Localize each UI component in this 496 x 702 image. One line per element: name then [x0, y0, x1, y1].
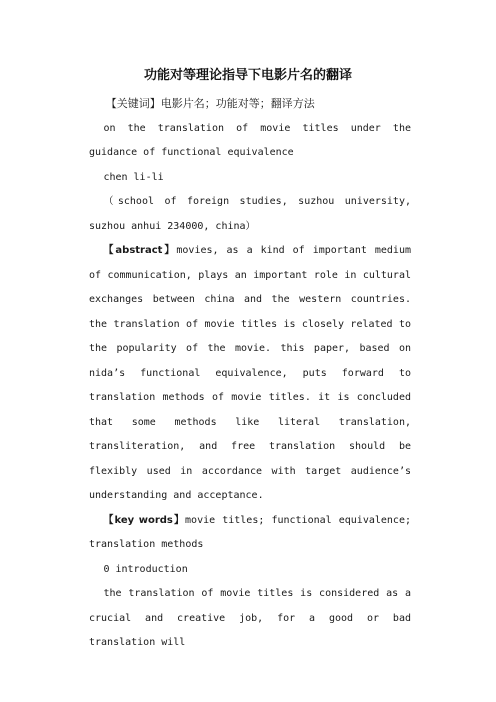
keywords-cn-text: 电影片名；功能对等；翻译方法	[160, 97, 315, 110]
keywords-en-label: 【key words】	[103, 514, 186, 526]
keywords-cn-label: 【关键词】	[105, 97, 161, 110]
abstract-text: movies, as a kind of important medium of communication, plays an important role in cultural exchanges between china and the western countries. the translation of movie titles is closely related to the popularity of the movie. this paper, based on nida’s functional equivalence, puts forward to translation methods of movie titles. it is concluded that some methods like literal translation, transliteration, and free translation should be flexibly used in accordance with target audience’s understanding and acceptance.	[89, 245, 411, 501]
author-name: chen li-li	[103, 171, 164, 183]
abstract-paragraph	[89, 239, 411, 509]
document-title: 功能对等理论指导下电影片名的翻译	[143, 68, 352, 83]
keywords-cn-paragraph	[89, 92, 411, 117]
keywords-en-text: movie titles; functional equivalence; translation methods	[89, 514, 411, 550]
abstract-label: 【abstract】	[103, 245, 177, 256]
english-title: on the translation of movie titles under the guidance of functional equivalence	[89, 122, 411, 158]
section-heading: 0 introduction	[103, 563, 188, 575]
author-affiliation: （school of foreign studies, suzhou university, suzhou anhui 234000, china）	[89, 196, 411, 232]
document-body	[89, 92, 411, 656]
body-paragraph: the translation of movie titles is considered as a crucial and creative job, for a good or bad translation will	[89, 588, 411, 648]
keywords-en-paragraph	[89, 509, 411, 558]
